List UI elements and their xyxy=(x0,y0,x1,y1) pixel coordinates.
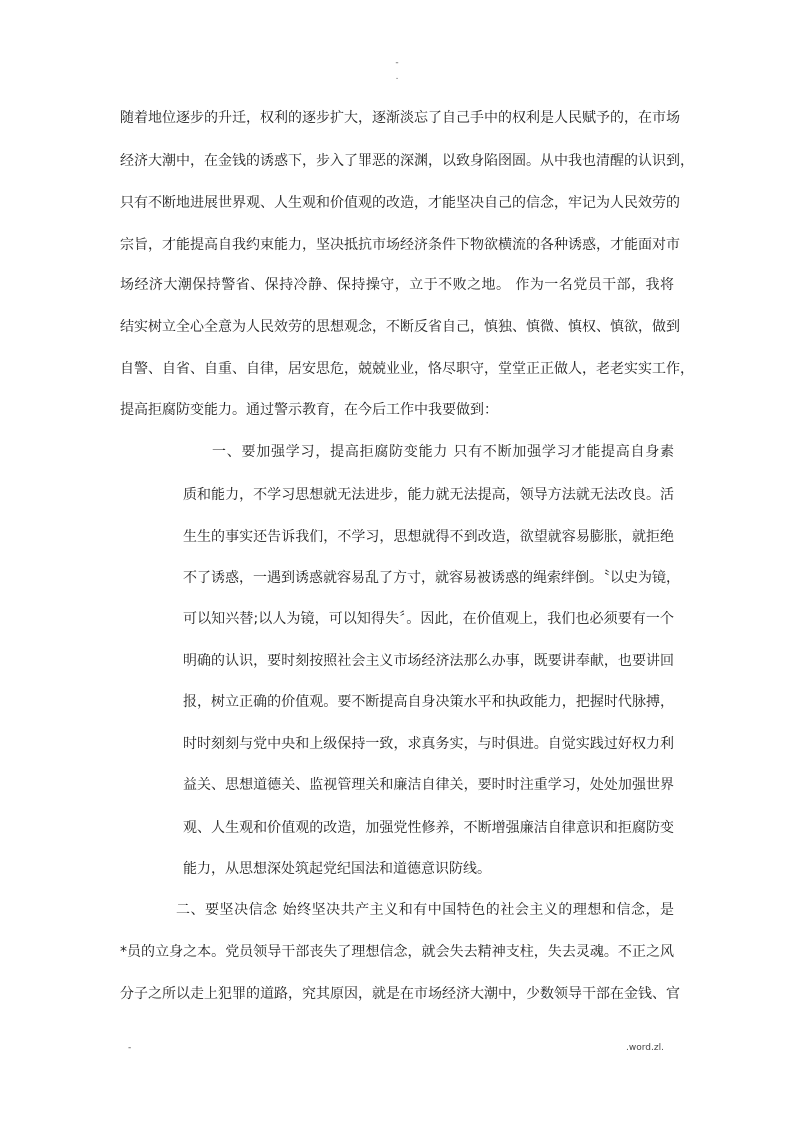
body-line: 自警、自省、自重、自律，居安思危，兢兢业业，恪尽职守，堂堂正正做人，老老实实工作， xyxy=(120,361,694,377)
body-line: 可以知兴替;以人为镜，可以知得失〞。因此，在价值观上，我们也必须要有一个 xyxy=(183,611,674,627)
body-line: 结实树立全心全意为人民效劳的思想观念，不断反省自己，慎独、慎微、慎权、慎欲，做到 xyxy=(120,319,680,335)
body-line: 宗旨，才能提高自我约束能力，坚决抵抗市场经济条件下物欲横流的各种诱惑，才能面对市 xyxy=(120,237,680,253)
body-line: 场经济大潮保持警省、保持冷静、保持操守，立于不败之地。 作为一名党员干部，我将 xyxy=(120,277,674,293)
body-line: 报，树立正确的价值观。要不断提高自身决策水平和执政能力，把握时代脉搏， xyxy=(183,694,674,710)
body-line: 一、要加强学习，提高拒腐防变能力 只有不断加强学习才能提高自身素 xyxy=(212,444,674,460)
body-line: 质和能力，不学习思想就无法进步，能力就无法提高，领导方法就无法改良。活 xyxy=(183,487,674,503)
body-line: 分子之所以走上犯罪的道路，究其原因，就是在市场经济大潮中，少数领导干部在金钱、官 xyxy=(120,986,680,1002)
body-line: 生生的事实还告诉我们，不学习，思想就得不到改造，欲望就容易膨胀，就拒绝 xyxy=(183,529,674,545)
body-line: 经济大潮中，在金钱的诱惑下，步入了罪恶的深渊，以致身陷囹圄。从中我也清醒的认识到， xyxy=(120,153,694,169)
body-line: 时时刻刻与党中央和上级保持一致，求真务实，与时俱进。自觉实践过好权力利 xyxy=(183,736,674,752)
body-line: 只有不断地进展世界观、人生观和价值观的改造，才能坚决自己的信念，牢记为人民效劳的 xyxy=(120,195,680,211)
body-line: 明确的认识，要时刻按照社会主义市场经济法那么办事，既要讲奉献，也要讲回 xyxy=(183,653,674,669)
footer-left-mark: - xyxy=(128,1043,132,1053)
body-line: 随着地位逐步的升迁，权利的逐步扩大，逐渐淡忘了自己手中的权利是人民赋予的，在市场 xyxy=(120,110,680,126)
page-header-mark-bottom: . xyxy=(395,72,399,82)
page-header-mark-top: - xyxy=(395,58,399,68)
body-line: 能力，从思想深处筑起党纪国法和道德意识防线。 xyxy=(183,861,491,877)
body-line: 二、要坚决信念 始终坚决共产主义和有中国特色的社会主义的理想和信念，是 xyxy=(176,902,674,918)
body-line: 益关、思想道德关、监视管理关和廉洁自律关，要时时注重学习，处处加强世界 xyxy=(183,777,674,793)
footer-right-text: .word.zl. xyxy=(626,1043,664,1053)
body-line: 提高拒腐防变能力。通过警示教育，在今后工作中我要做到： xyxy=(120,402,498,418)
body-line: 观、人生观和价值观的改造，加强党性修养，不断增强廉洁自律意识和拒腐防变 xyxy=(183,820,674,836)
body-line: *员的立身之本。党员领导干部丧失了理想信念，就会失去精神支柱，失去灵魂。不正之风 xyxy=(120,944,674,960)
body-line: 不了诱惑，一遇到诱惑就容易乱了方寸，就容易被诱惑的绳索绊倒。〝以史为镜， xyxy=(183,570,680,586)
